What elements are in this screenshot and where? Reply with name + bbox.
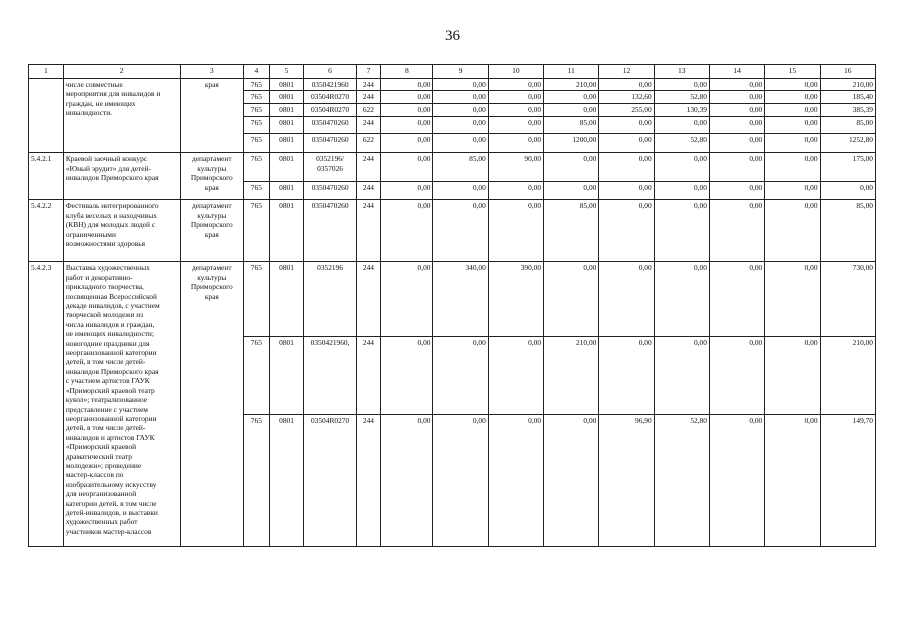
column-header: 12: [599, 65, 654, 79]
cell-amount: 0,00: [433, 91, 488, 104]
cell-ministry: 765: [244, 153, 270, 182]
cell-section: 0801: [269, 182, 304, 200]
cell-amount: 85,00: [433, 153, 488, 182]
cell-amount: 0,00: [709, 415, 764, 547]
cell-expense-type: 244: [356, 262, 381, 337]
cell-amount: 390,00: [488, 262, 543, 337]
cell-expense-type: 622: [356, 134, 381, 153]
cell-amount: 0,00: [544, 262, 599, 337]
cell-amount: 0,00: [544, 153, 599, 182]
cell-ministry: 765: [244, 117, 270, 134]
cell-amount: 0,00: [433, 415, 488, 547]
cell-amount: 0,00: [381, 79, 433, 91]
cell-section: 0801: [269, 153, 304, 182]
cell-amount: 0,00: [654, 337, 709, 415]
item-name: Краевой заочный конкурс «Юный эрудит» для детей- инвалидов Приморского края: [63, 153, 180, 200]
cell-amount: 0,00: [599, 337, 654, 415]
cell-amount: 1252,80: [820, 134, 875, 153]
cell-amount: 0,00: [654, 262, 709, 337]
item-name: числе совместные мероприятия для инвалидов и граждан, не имеющих инвалидности.: [63, 79, 180, 153]
cell-amount: 0,00: [709, 153, 764, 182]
cell-ministry: 765: [244, 134, 270, 153]
cell-amount: 0,00: [381, 337, 433, 415]
cell-amount: 0,00: [433, 104, 488, 117]
cell-amount: 0,00: [765, 79, 820, 91]
item-name: Выставка художественных работ и декоративно- прикладного творчества, посвященная Всероссийской декаде инвалидов, с участием творческой молодежи из числа инвалидов и граждан, не имеющих инвалидности; новогодние праздники для неорганизованной категории детей, в том числе детей- инвалидов Приморского края с участием артистов ГАУК «Приморский краевой театр кукол»; театрализованное представление с участием неорганизованной категории детей, в том числе детей- инвалидов и артистов ГАУК «Приморский краевой драматический театр молодежи»; проведение мастер-классов по изобразительному искусству для неорганизованной категории детей, в том числе детей-инвалидов, и выставки художественных работ участников мастер-классов: [63, 262, 180, 547]
cell-expense-type: 244: [356, 182, 381, 200]
cell-target-article: 0352196/ 0357026: [304, 153, 356, 182]
cell-amount: 0,00: [599, 117, 654, 134]
cell-amount: 0,00: [654, 153, 709, 182]
cell-target-article: 0350421960,: [304, 337, 356, 415]
cell-expense-type: 244: [356, 415, 381, 547]
cell-amount: 0,00: [709, 262, 764, 337]
item-executor: департамент культуры Приморского края: [180, 153, 243, 200]
cell-amount: 0,00: [709, 182, 764, 200]
cell-amount: 0,00: [433, 117, 488, 134]
cell-amount: 0,00: [433, 200, 488, 262]
column-header: 4: [244, 65, 270, 79]
cell-amount: 0,00: [488, 415, 543, 547]
cell-section: 0801: [269, 200, 304, 262]
cell-amount: 0,00: [544, 104, 599, 117]
cell-amount: 0,00: [599, 79, 654, 91]
cell-amount: 0,00: [488, 117, 543, 134]
cell-section: 0801: [269, 337, 304, 415]
column-header: 16: [820, 65, 875, 79]
cell-amount: 52,80: [654, 91, 709, 104]
cell-amount: 0,00: [488, 134, 543, 153]
cell-amount: 0,00: [765, 182, 820, 200]
cell-amount: 0,00: [765, 117, 820, 134]
cell-amount: 0,00: [820, 182, 875, 200]
cell-amount: 0,00: [599, 182, 654, 200]
cell-amount: 0,00: [654, 182, 709, 200]
cell-target-article: 03504R0270: [304, 91, 356, 104]
cell-amount: 210,00: [544, 79, 599, 91]
cell-ministry: 765: [244, 182, 270, 200]
cell-ministry: 765: [244, 337, 270, 415]
item-code: [29, 79, 64, 153]
cell-amount: 0,00: [765, 91, 820, 104]
cell-amount: 0,00: [654, 117, 709, 134]
cell-amount: 0,00: [381, 200, 433, 262]
cell-ministry: 765: [244, 415, 270, 547]
cell-amount: 0,00: [381, 117, 433, 134]
cell-amount: 132,60: [599, 91, 654, 104]
cell-target-article: 03504R0270: [304, 104, 356, 117]
column-header: 9: [433, 65, 488, 79]
cell-amount: 0,00: [599, 262, 654, 337]
column-header: 14: [709, 65, 764, 79]
cell-amount: 0,00: [709, 200, 764, 262]
cell-amount: 210,00: [820, 79, 875, 91]
cell-amount: 85,00: [820, 200, 875, 262]
cell-amount: 0,00: [599, 134, 654, 153]
cell-amount: 0,00: [433, 134, 488, 153]
cell-amount: 0,00: [709, 337, 764, 415]
cell-amount: 0,00: [765, 200, 820, 262]
column-header: 8: [381, 65, 433, 79]
cell-amount: 130,39: [654, 104, 709, 117]
cell-amount: 0,00: [765, 337, 820, 415]
cell-amount: 0,00: [488, 91, 543, 104]
cell-amount: 90,00: [488, 153, 543, 182]
cell-amount: 0,00: [381, 415, 433, 547]
item-code: 5.4.2.2: [29, 200, 64, 262]
cell-amount: 0,00: [488, 182, 543, 200]
column-header: 5: [269, 65, 304, 79]
cell-amount: 0,00: [381, 182, 433, 200]
cell-amount: 85,00: [544, 117, 599, 134]
cell-expense-type: 244: [356, 79, 381, 91]
cell-target-article: 0350470260: [304, 200, 356, 262]
table-row: [29, 262, 876, 337]
cell-expense-type: 622: [356, 104, 381, 117]
item-executor: департамент культуры Приморского края: [180, 200, 243, 262]
cell-target-article: 03504R0270: [304, 415, 356, 547]
item-code: 5.4.2.1: [29, 153, 64, 200]
cell-amount: 0,00: [599, 200, 654, 262]
cell-ministry: 765: [244, 262, 270, 337]
column-header: 6: [304, 65, 356, 79]
cell-expense-type: 244: [356, 117, 381, 134]
cell-amount: 96,90: [599, 415, 654, 547]
cell-expense-type: 244: [356, 91, 381, 104]
item-executor: департамент культуры Приморского края: [180, 262, 243, 547]
cell-expense-type: 244: [356, 153, 381, 182]
item-name: Фестиваль интегрированного клуба веселых и находчивых (КВН) для молодых людей с ограниченными возможностями здоровья: [63, 200, 180, 262]
cell-ministry: 765: [244, 79, 270, 91]
cell-target-article: 0350470260: [304, 134, 356, 153]
cell-ministry: 765: [244, 104, 270, 117]
cell-amount: 0,00: [709, 134, 764, 153]
cell-section: 0801: [269, 262, 304, 337]
item-executor: края: [180, 79, 243, 153]
table-row: [29, 200, 876, 262]
cell-target-article: 0352196: [304, 262, 356, 337]
cell-ministry: 765: [244, 200, 270, 262]
cell-amount: 0,00: [433, 182, 488, 200]
cell-amount: 0,00: [488, 200, 543, 262]
item-code: 5.4.2.3: [29, 262, 64, 547]
cell-target-article: 0350470260: [304, 117, 356, 134]
column-header: 3: [180, 65, 243, 79]
cell-expense-type: 244: [356, 337, 381, 415]
cell-amount: 0,00: [381, 134, 433, 153]
cell-amount: 210,00: [544, 337, 599, 415]
cell-amount: 0,00: [654, 200, 709, 262]
cell-amount: 340,00: [433, 262, 488, 337]
cell-amount: 0,00: [488, 79, 543, 91]
column-header: 13: [654, 65, 709, 79]
cell-amount: 0,00: [765, 104, 820, 117]
cell-amount: 85,00: [544, 200, 599, 262]
header-row: [29, 65, 876, 79]
cell-amount: 0,00: [381, 91, 433, 104]
cell-target-article: 0350421960: [304, 79, 356, 91]
cell-amount: 0,00: [381, 262, 433, 337]
cell-amount: 0,00: [381, 104, 433, 117]
cell-amount: 0,00: [488, 337, 543, 415]
cell-amount: 0,00: [433, 337, 488, 415]
cell-amount: 0,00: [765, 153, 820, 182]
cell-amount: 0,00: [765, 262, 820, 337]
column-header: 15: [765, 65, 820, 79]
column-header: 10: [488, 65, 543, 79]
cell-section: 0801: [269, 415, 304, 547]
cell-amount: 385,39: [820, 104, 875, 117]
cell-amount: 255,00: [599, 104, 654, 117]
cell-section: 0801: [269, 79, 304, 91]
cell-section: 0801: [269, 91, 304, 104]
cell-amount: 0,00: [544, 415, 599, 547]
cell-amount: 0,00: [765, 134, 820, 153]
table-row: [29, 79, 876, 91]
cell-amount: 0,00: [709, 104, 764, 117]
cell-ministry: 765: [244, 91, 270, 104]
budget-table: [28, 64, 876, 547]
cell-section: 0801: [269, 134, 304, 153]
cell-amount: 52,80: [654, 415, 709, 547]
cell-amount: 0,00: [599, 153, 654, 182]
cell-section: 0801: [269, 117, 304, 134]
cell-amount: 0,00: [381, 153, 433, 182]
column-header: 7: [356, 65, 381, 79]
cell-amount: 85,00: [820, 117, 875, 134]
cell-expense-type: 244: [356, 200, 381, 262]
cell-amount: 0,00: [765, 415, 820, 547]
cell-amount: 52,80: [654, 134, 709, 153]
page-number: 36: [445, 28, 460, 44]
column-header: 1: [29, 65, 64, 79]
cell-amount: 1200,00: [544, 134, 599, 153]
cell-amount: 0,00: [654, 79, 709, 91]
table-row: [29, 153, 876, 182]
cell-amount: 0,00: [709, 79, 764, 91]
cell-amount: 149,70: [820, 415, 875, 547]
cell-amount: 185,40: [820, 91, 875, 104]
cell-amount: 0,00: [488, 104, 543, 117]
cell-amount: 175,00: [820, 153, 875, 182]
cell-amount: 0,00: [709, 91, 764, 104]
cell-amount: 0,00: [544, 182, 599, 200]
column-header: 2: [63, 65, 180, 79]
cell-target-article: 0350470260: [304, 182, 356, 200]
cell-amount: 0,00: [709, 117, 764, 134]
cell-amount: 0,00: [433, 79, 488, 91]
cell-amount: 0,00: [544, 91, 599, 104]
cell-amount: 210,00: [820, 337, 875, 415]
column-header: 11: [544, 65, 599, 79]
cell-section: 0801: [269, 104, 304, 117]
cell-amount: 730,00: [820, 262, 875, 337]
